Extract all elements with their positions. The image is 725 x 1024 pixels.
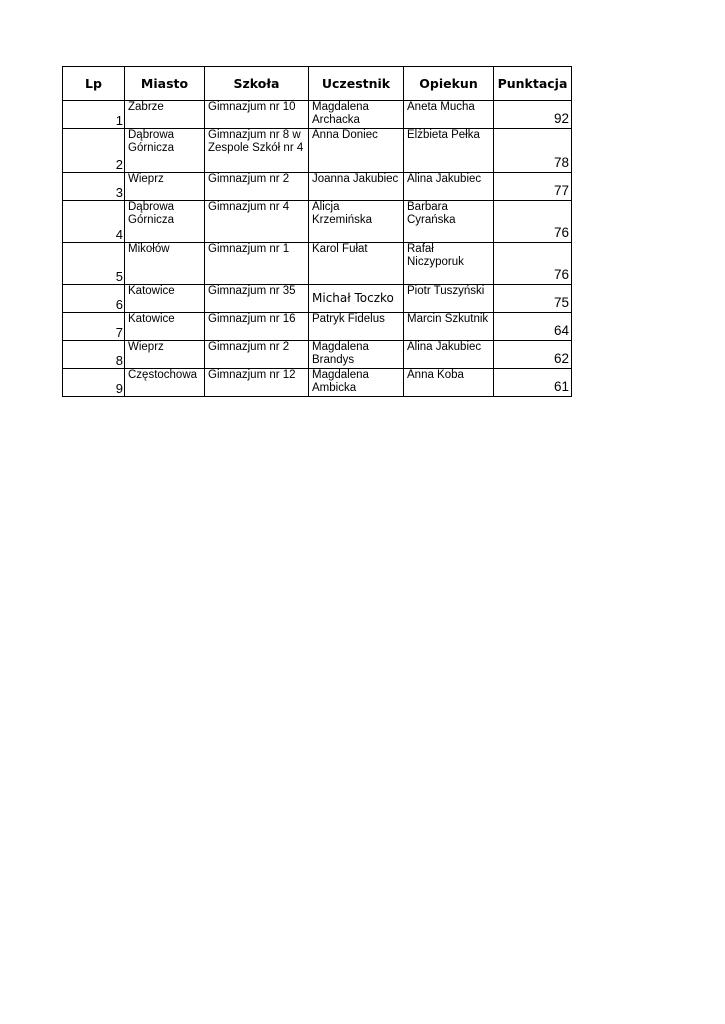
cell-uczestnik: Joanna Jakubiec bbox=[309, 173, 404, 201]
cell-uczestnik: Patryk Fidelus bbox=[309, 313, 404, 341]
cell-punktacja: 77 bbox=[494, 173, 572, 201]
cell-opiekun: Aneta Mucha bbox=[404, 101, 494, 129]
header-opiekun: Opiekun bbox=[404, 67, 494, 101]
cell-szkola: Gimnazjum nr 10 bbox=[205, 101, 309, 129]
cell-opiekun: Alina Jakubiec bbox=[404, 173, 494, 201]
cell-szkola: Gimnazjum nr 35 bbox=[205, 285, 309, 313]
cell-szkola: Gimnazjum nr 8 w Zespole Szkół nr 4 bbox=[205, 129, 309, 173]
table-row bbox=[63, 101, 572, 129]
cell-miasto: Katowice bbox=[125, 285, 205, 313]
cell-uczestnik: Alicja Krzemińska bbox=[309, 201, 404, 243]
table-row bbox=[63, 129, 572, 173]
cell-uczestnik: Anna Doniec bbox=[309, 129, 404, 173]
header-miasto: Miasto bbox=[125, 67, 205, 101]
cell-szkola: Gimnazjum nr 1 bbox=[205, 243, 309, 285]
table-row bbox=[63, 313, 572, 341]
table-row bbox=[63, 201, 572, 243]
table-row bbox=[63, 285, 572, 313]
cell-uczestnik: Michał Toczko bbox=[309, 285, 404, 313]
cell-opiekun: Anna Koba bbox=[404, 369, 494, 397]
table-row bbox=[63, 173, 572, 201]
header-szkola: Szkoła bbox=[205, 67, 309, 101]
cell-lp: 9 bbox=[63, 369, 125, 397]
cell-opiekun: Marcin Szkutnik bbox=[404, 313, 494, 341]
cell-punktacja: 62 bbox=[494, 341, 572, 369]
cell-szkola: Gimnazjum nr 2 bbox=[205, 341, 309, 369]
cell-szkola: Gimnazjum nr 12 bbox=[205, 369, 309, 397]
cell-punktacja: 76 bbox=[494, 243, 572, 285]
table-row bbox=[63, 243, 572, 285]
cell-szkola: Gimnazjum nr 4 bbox=[205, 201, 309, 243]
cell-uczestnik: Magdalena Brandys bbox=[309, 341, 404, 369]
cell-punktacja: 92 bbox=[494, 101, 572, 129]
cell-lp: 5 bbox=[63, 243, 125, 285]
cell-uczestnik: Magdalena Archacka bbox=[309, 101, 404, 129]
cell-opiekun: Elżbieta Pełka bbox=[404, 129, 494, 173]
cell-punktacja: 75 bbox=[494, 285, 572, 313]
header-punktacja: Punktacja bbox=[494, 67, 572, 101]
cell-opiekun: Alina Jakubiec bbox=[404, 341, 494, 369]
cell-miasto: Dąbrowa Górnicza bbox=[125, 201, 205, 243]
cell-lp: 4 bbox=[63, 201, 125, 243]
cell-miasto: Katowice bbox=[125, 313, 205, 341]
header-lp: Lp bbox=[63, 67, 125, 101]
cell-lp: 3 bbox=[63, 173, 125, 201]
table-row bbox=[63, 341, 572, 369]
cell-lp: 2 bbox=[63, 129, 125, 173]
cell-opiekun: Piotr Tuszyński bbox=[404, 285, 494, 313]
cell-punktacja: 64 bbox=[494, 313, 572, 341]
cell-miasto: Zabrze bbox=[125, 101, 205, 129]
cell-szkola: Gimnazjum nr 2 bbox=[205, 173, 309, 201]
header-row bbox=[63, 67, 572, 101]
cell-punktacja: 76 bbox=[494, 201, 572, 243]
table-row bbox=[63, 369, 572, 397]
cell-punktacja: 78 bbox=[494, 129, 572, 173]
cell-uczestnik: Magdalena Ambicka bbox=[309, 369, 404, 397]
cell-miasto: Wieprz bbox=[125, 341, 205, 369]
cell-punktacja: 61 bbox=[494, 369, 572, 397]
cell-szkola: Gimnazjum nr 16 bbox=[205, 313, 309, 341]
cell-lp: 6 bbox=[63, 285, 125, 313]
cell-miasto: Mikołów bbox=[125, 243, 205, 285]
cell-miasto: Wieprz bbox=[125, 173, 205, 201]
results-table bbox=[62, 66, 572, 397]
cell-lp: 1 bbox=[63, 101, 125, 129]
cell-opiekun: Rafał Niczyporuk bbox=[404, 243, 494, 285]
cell-miasto: Częstochowa bbox=[125, 369, 205, 397]
cell-lp: 7 bbox=[63, 313, 125, 341]
cell-lp: 8 bbox=[63, 341, 125, 369]
cell-uczestnik: Karol Fułat bbox=[309, 243, 404, 285]
cell-opiekun: Barbara Cyrańska bbox=[404, 201, 494, 243]
header-uczestnik: Uczestnik bbox=[309, 67, 404, 101]
cell-miasto: Dąbrowa Górnicza bbox=[125, 129, 205, 173]
